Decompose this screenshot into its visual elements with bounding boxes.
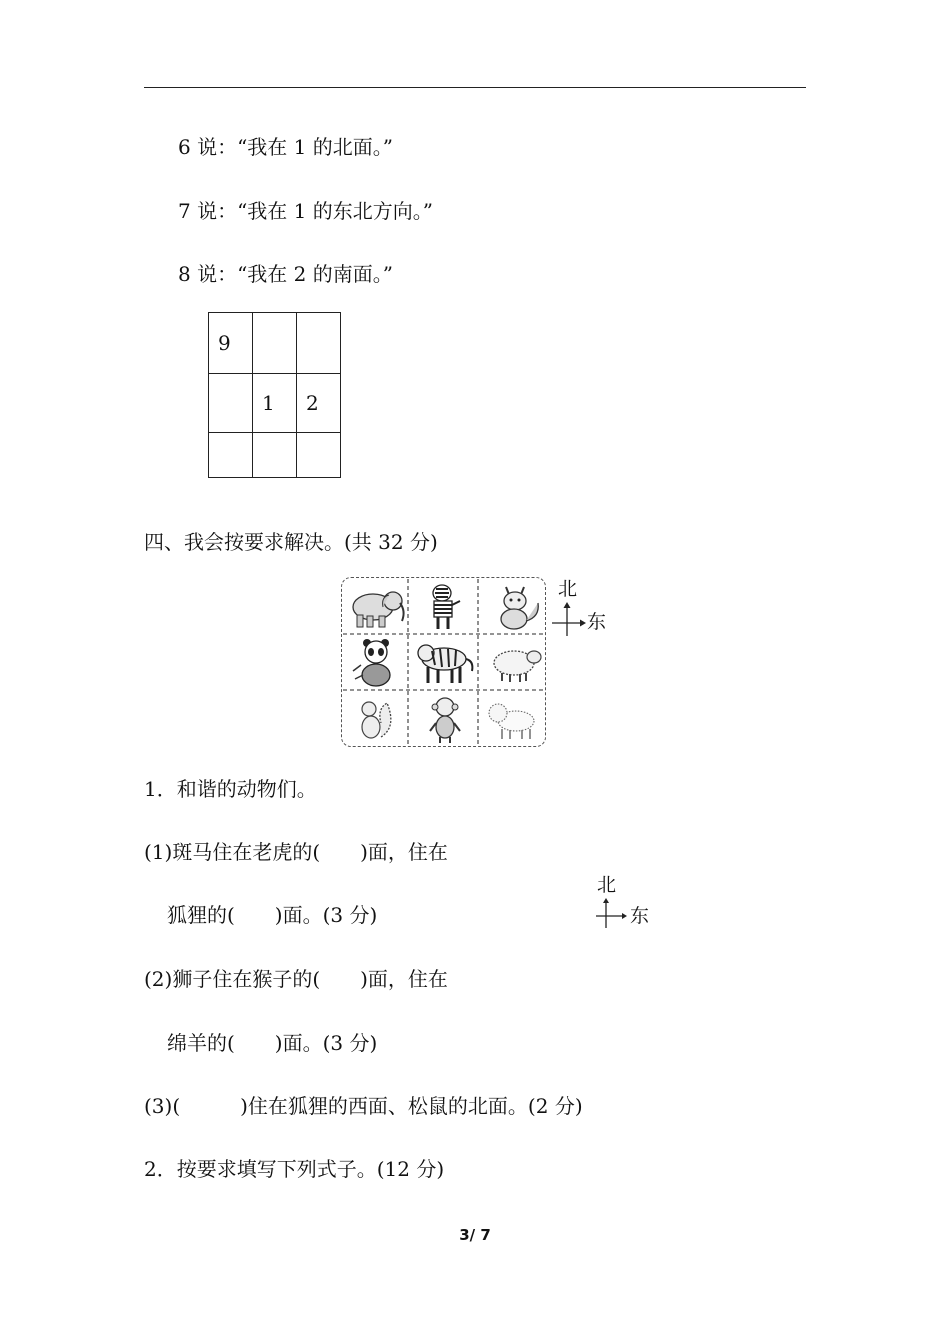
q2-title: 2．按要求填写下列式子。(12 分) [144,1157,445,1181]
monkey-icon [414,693,480,749]
compass-north-label: 北 [558,578,578,600]
grid-cell: 9 [209,313,253,374]
sheep-icon [484,637,550,693]
grid-cell: 1 [253,374,297,433]
q1-title: 1．和谐的动物们。 [144,777,317,801]
compass-north-label: 北 [597,874,617,896]
tiger-icon [414,637,480,693]
q1-part2-line1: (2)狮子住在猴子的( )面，住在 [144,967,448,991]
elephant-icon [345,581,411,637]
compass-east-label: 东 [630,905,650,927]
grid-cell: 2 [297,374,341,433]
section-title: 四、我会按要求解决。(共 32 分) [144,530,438,554]
header-rule [144,87,806,88]
grid-cell [253,313,297,374]
grid-cell [209,433,253,478]
q1-part1-line1: (1)斑马住在老虎的( )面，住在 [144,840,448,864]
compass-large [550,579,610,639]
statement-8: 8 说：“我在 2 的南面。” [178,262,393,286]
compass-east-label: 东 [587,611,607,633]
grid-cell [297,313,341,374]
zebra-icon [414,581,480,637]
grid-cell [209,374,253,433]
q1-part1-line2: 狐狸的( )面。(3 分) [167,903,378,927]
number-grid [208,312,341,478]
page-number: 3/ 7 [459,1226,491,1244]
animal-grid [341,577,546,747]
lion-icon [484,693,550,749]
compass-small [594,875,654,931]
q1-part2-line2: 绵羊的( )面。(3 分) [167,1031,378,1055]
squirrel-icon [345,693,411,749]
compass-arrows-icon [594,875,634,931]
compass-arrows-icon [550,579,590,639]
fox-icon [484,581,550,637]
grid-cell [253,433,297,478]
q1-part3: (3)( )住在狐狸的西面、松鼠的北面。(2 分) [144,1094,583,1118]
statement-7: 7 说：“我在 1 的东北方向。” [178,199,433,223]
statement-6: 6 说：“我在 1 的北面。” [178,135,393,159]
panda-icon [345,637,411,693]
grid-cell [297,433,341,478]
